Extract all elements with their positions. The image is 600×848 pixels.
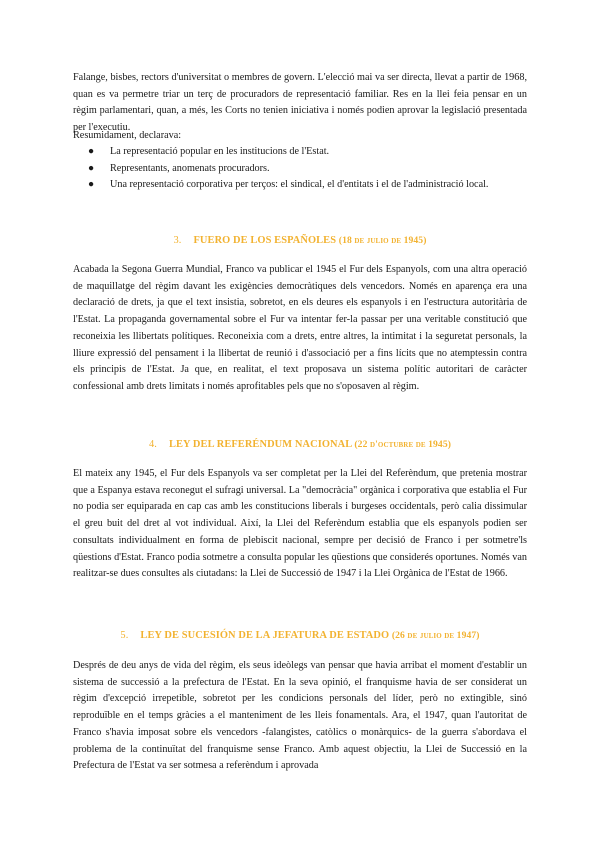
list-item-text: Una representació corporativa per terços: el sindical, el d'entitats i el de l'administració local. [110, 179, 489, 191]
section-number: 3. [173, 235, 182, 246]
summary-bullet-list [88, 144, 488, 194]
section-date: (22 d'octubre de 1945) [354, 439, 452, 450]
section-date: (18 de julio de 1945) [338, 235, 427, 246]
bullet-icon: ● [88, 179, 95, 191]
section-body-referendum: El mateix any 1945, el Fur dels Espanyols va ser completat per la Llei del Referèndum, que pretenia mostrar que a Espanya estava reconegut el sufragi universal. La "democràcia" orgànica i corporativa que establia el Fur no podia ser equiparada en cap cas amb les constitucions liberals i burgeses occidentals, però calia dissimular el greu buit del dret al vot individual. Així, la Llei del Referèndum establia que els espanyols podien ser consultats individualment en forma de plebiscit nacional, sempre per decisió de Franco i per sotmetre'ls qüestions d'Estat. Franco podia sotmetre a consulta popular les qüestions que considerés oportunes. Només van realitzar-se dues consultes als ciutadans: la Llei de Successió de 1947 i la Llei Orgànica de l'Estat de 1966. [73, 468, 527, 580]
section-title: LEY DEL REFERÉNDUM NACIONAL [168, 439, 352, 450]
bullet-icon: ● [88, 146, 95, 157]
summary-label: Resumidament, declarava: [73, 130, 182, 141]
section-heading-sucesion [0, 630, 600, 641]
section-heading-referendum [0, 439, 600, 450]
section-number: 5. [120, 630, 129, 641]
list-item-text: Representants, anomenats procuradors. [110, 162, 270, 174]
section-date: (26 de julio de 1947) [391, 630, 480, 641]
list-item [88, 177, 488, 194]
section-title: LEY DE SUCESIÓN DE LA JEFATURA DE ESTADO [140, 630, 390, 641]
section-body-fuero: Acabada la Segona Guerra Mundial, Franco va publicar el 1945 el Fur dels Espanyols, com una altra operació de maquillatge del règim davant les exigències democràtiques dels vencedors. Només en aparença era una declaració de drets, ja que el text insistia, sobretot, en els deures els espanyols i en l'estructura autoritària de l'Estat. La propaganda governamental sobre el Fur va intentar fer-la passar per una veritable constitució que reconeixia les llibertats polítiques. Reconeixia com a drets, entre altres, la intimitat i la seguretat personals, la lliure expressió del pensament i la llibertat de reunió i d'associació per a fins lícits que no atemptessin contra els principis de l'Estat. Ja que, en realitat, el text proposava un sistema polític autoritari de caràcter confessional amb drets limitats i només aprofitables pels que no s'oposaven al règim. [73, 264, 527, 392]
list-item [88, 144, 488, 161]
list-item [88, 161, 488, 178]
section-body-sucesion: Després de deu anys de vida del règim, els seus ideòlegs van pensar que havia arribat el moment d'establir un sistema de successió a la prefectura de l'Estat. En la seva opinió, el franquisme havia de ser considerat un règim d'excepció irrepetible, sobretot per les condicions personals del líder, però no extingible, sinó reproduïble en el temps gràcies a el manteniment de les lleis fonamentals. Ara, el 1947, quan l'autoritat de Franco s'havia imposat sobre els vencedors -falangistes, catòlics o monàrquics- de la guerra s'abordava el problema de la continuïtat del franquisme sense Franco. Amb aquest objectiu, la Llei de Successió en la Prefectura de l'Estat va ser sotmesa a referèndum i aprovada [73, 660, 527, 772]
list-item-text: La representació popular en les institucions de l'Estat. [110, 146, 330, 157]
section-title: FUERO DE LOS ESPAÑOLES [193, 235, 337, 246]
intro-paragraph: Falange, bisbes, rectors d'universitat o membres de govern. L'elecció mai va ser directa, llevat a partir de 1968, quan es va permetre triar un terç de procuradors de representació familiar. Res en la llei feia pensar en un règim parlamentari, quan, a més, les Corts no tenien iniciativa i només podien aprovar la legislació presentada per l'executiu. [73, 72, 527, 134]
section-number: 4. [148, 439, 157, 450]
bullet-icon: ● [88, 162, 95, 174]
section-heading-fuero [0, 235, 600, 246]
